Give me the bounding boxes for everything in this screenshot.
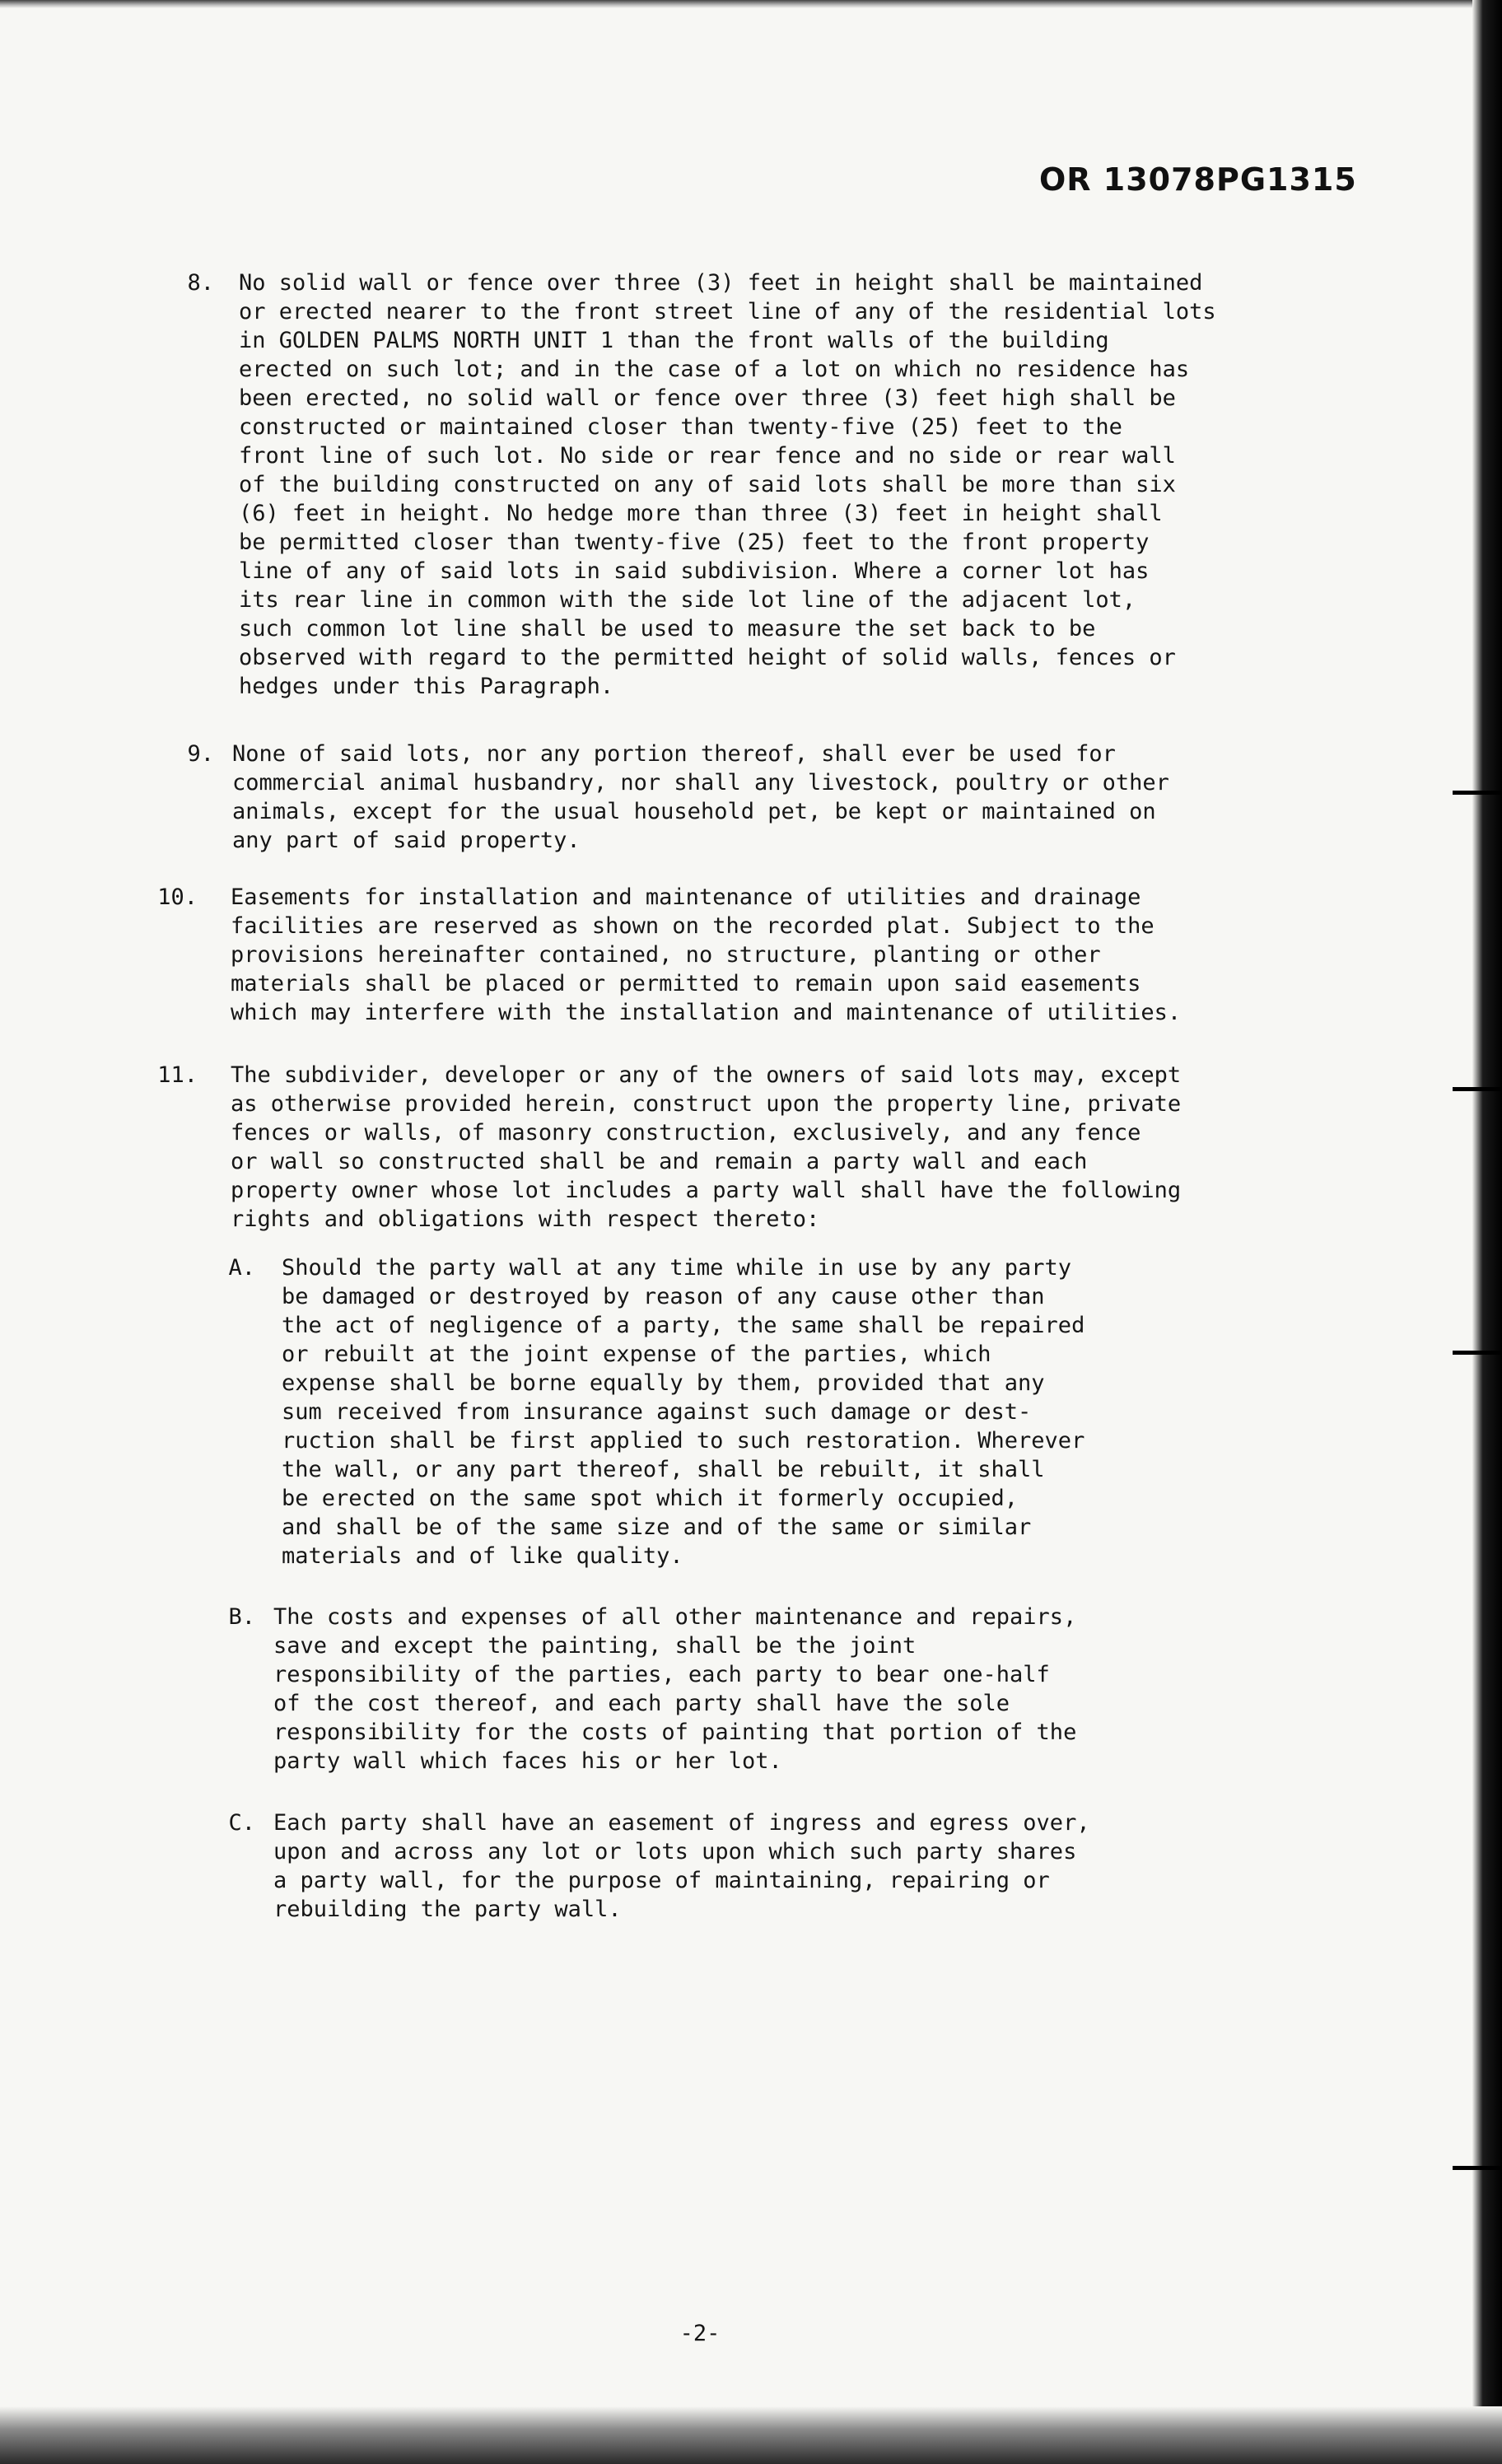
scan-edge-mark [1453, 1351, 1502, 1355]
scan-bottom-edge [0, 2406, 1502, 2464]
book-page-reference: OR 13078PG1315 [1039, 161, 1357, 198]
paragraph-text: The subdivider, developer or any of the owners of said lots may, except as otherwise provided herein, construct upon the property line, private fences or walls, of masonry construction, exclusively, and any fence or wall so constructed shall be and remain a party wall and each property owner whose lot includes a party wall shall have the following rights and obligations with respect thereto: [231, 1062, 1182, 1232]
scan-right-edge [1472, 0, 1502, 2464]
paragraph-text: Easements for installation and maintenance of utilities and drainage facilities are reserved as shown on the recorded plat. Subject to the provisions hereinafter contained, no structure, planting or other materials shall be placed or permitted to remain upon said easements which may interfere with the installation and maintenance of utilities. [231, 884, 1182, 1025]
paragraph-number: 9. [187, 741, 214, 767]
page-number: -2- [679, 2321, 721, 2346]
subparagraph-letter: A. [228, 1255, 255, 1281]
scan-edge-mark [1453, 1087, 1502, 1091]
subparagraph-letter: B. [228, 1604, 255, 1630]
scan-edge-mark [1453, 2166, 1502, 2170]
subparagraph-text: The costs and expenses of all other maintenance and repairs, save and except the painting, shall be the joint responsibility of the parties, each party to bear one-half of the cost thereof, and each party shall have the sole responsibility for the costs of painting that portion of the party wall which faces his or her lot. [273, 1604, 1077, 1774]
subparagraph-letter: C. [228, 1810, 255, 1836]
paragraph-text: No solid wall or fence over three (3) feet in height shall be maintained or erected nearer to the front street line of any of the residential lots in GOLDEN PALMS NORTH UNIT 1 than the front walls of the building erected on such lot; and in the case of a lot on which no residence has been erected, no solid wall or fence over three (3) feet high shall be constructed or maintained closer than twenty-five (25) feet to the front line of such lot. No side or rear fence and no side or rear wall of the building constructed on any of said lots shall be more than six (6) feet in height. No hedge more than three (3) feet in height shall be permitted closer than twenty-five (25) feet to the front property line of any of said lots in said subdivision. Where a corner lot has its rear line in common with the side lot line of the adjacent lot, such common lot line shall be used to measure the set back to be observed with regard to the permitted height of solid walls, fences or hedges under this Paragraph. [239, 270, 1216, 699]
paragraph-number: 10. [157, 884, 198, 910]
subparagraph-text: Should the party wall at any time while in use by any party be damaged or destroyed by reason of any cause other than the act of negligence of a party, the same shall be repaired or rebuilt at the joint expense of the parties, which expense shall be borne equally by them, provided that any sum received from insurance against such damage or dest- ruction shall be first applied to such restoration. Wherever the wall, or any part thereof, shall be rebuilt, it shall be erected on the same spot which it formerly occupied, and shall be of the same size and of the same or similar materials and of like quality. [282, 1255, 1085, 1569]
subparagraph-text: Each party shall have an easement of ingress and egress over, upon and across any lot or lots upon which such party shares a party wall, for the purpose of maintaining, repairing or rebuilding the party wall. [273, 1810, 1090, 1922]
scan-edge-mark [1453, 791, 1502, 795]
paragraph-number: 8. [187, 270, 214, 296]
scan-top-edge [0, 0, 1502, 8]
paragraph-text: None of said lots, nor any portion thereof, shall ever be used for commercial animal husbandry, nor shall any livestock, poultry or other animals, except for the usual household pet, be kept or maintained on any part of said property. [232, 741, 1169, 853]
paragraph-number: 11. [157, 1062, 198, 1088]
